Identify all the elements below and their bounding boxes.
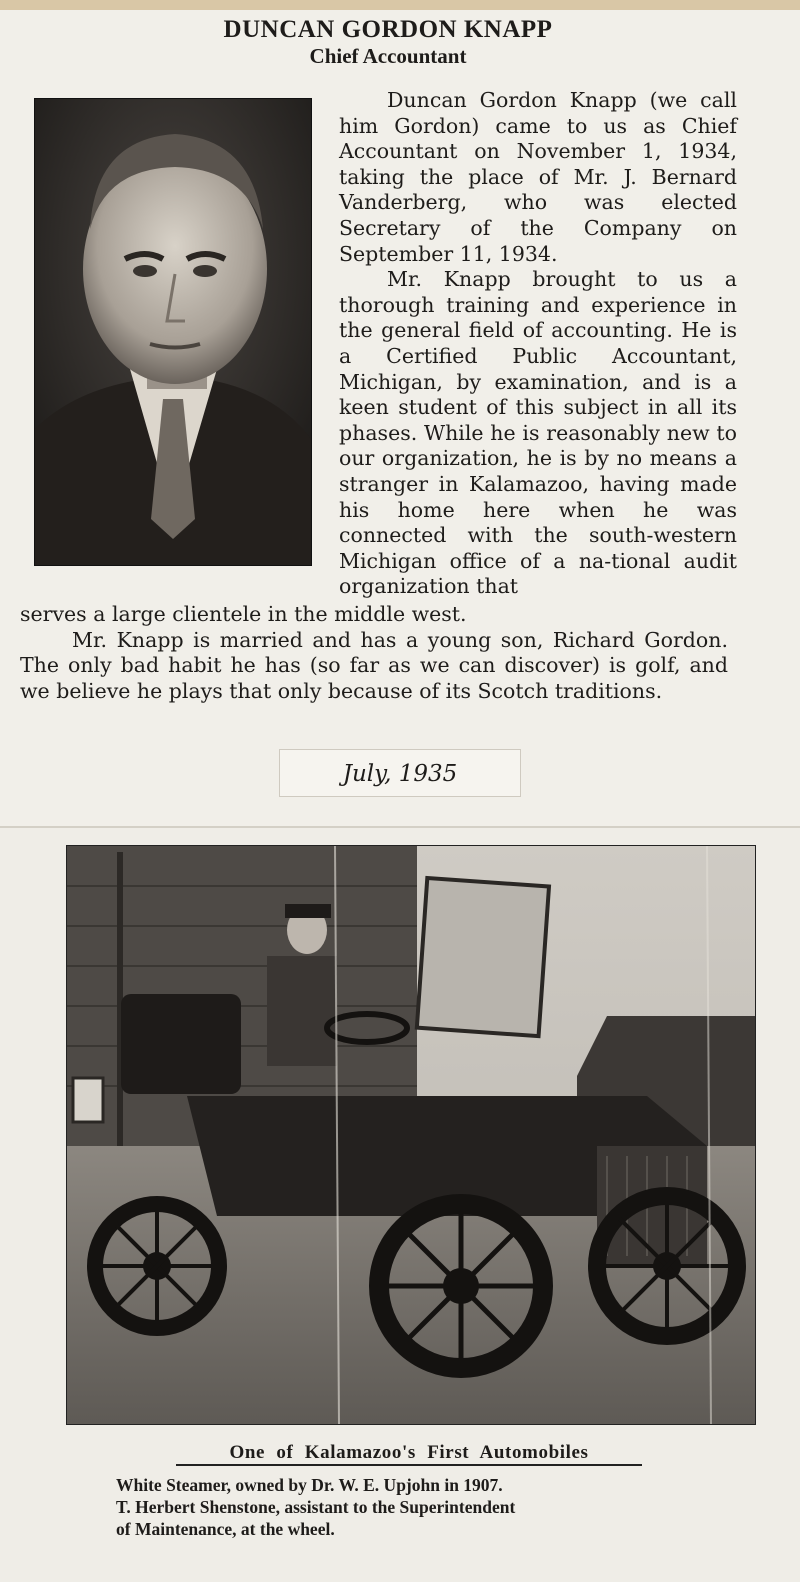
photo-caption-line: White Steamer, owned by Dr. W. E. Upjohn in 1907.: [116, 1475, 503, 1495]
article-paragraph-3: Mr. Knapp is married and has a young son, Richard Gordon. The only bad habit he has (so far as we can discover) is golf, and we believe he plays that only because of its Scotch traditions.: [20, 627, 728, 703]
issue-date: July, 1935: [279, 749, 521, 797]
article-headline: DUNCAN GORDON KNAPP: [223, 16, 553, 43]
photo-feature-page: [0, 826, 800, 1582]
article-paragraph-1: Duncan Gordon Knapp (we call him Gordon) came to us as Chief Accountant on November 1, 1934, taking the place of Mr. J. Bernard Vanderberg, who was elected Secretary of the Company on September 11, 1934.: [339, 88, 737, 266]
article-paragraph-2-part-2: serves a large clientele in the middle west.: [20, 602, 467, 626]
photo-caption-line: T. Herbert Shenstone, assistant to the Superintendent: [116, 1497, 516, 1517]
photo-caption-title: One of Kalamazoo's First Automobiles: [176, 1442, 642, 1466]
article-column-right: [339, 88, 737, 600]
photo-caption-line: of Maintenance, at the wheel.: [116, 1519, 335, 1539]
article-subheadline: Chief Accountant: [309, 44, 467, 68]
article-column-full: [20, 602, 728, 704]
portrait-photo: [34, 98, 312, 566]
photo-caption-body: [116, 1474, 736, 1540]
automobile-photo: [66, 845, 756, 1425]
article-paragraph-2-part-1: Mr. Knapp brought to us a thorough training and experience in the general field of accounting. He is a Certified Public Accountant, Michigan, by examination, and is a keen student of this subject in all its phases. While he is reasonably new to our organization, he is by no means a stranger in Kalamazoo, having made his home here when he was connected with the south-western Michigan office of a na-tional audit organization that: [339, 267, 737, 599]
